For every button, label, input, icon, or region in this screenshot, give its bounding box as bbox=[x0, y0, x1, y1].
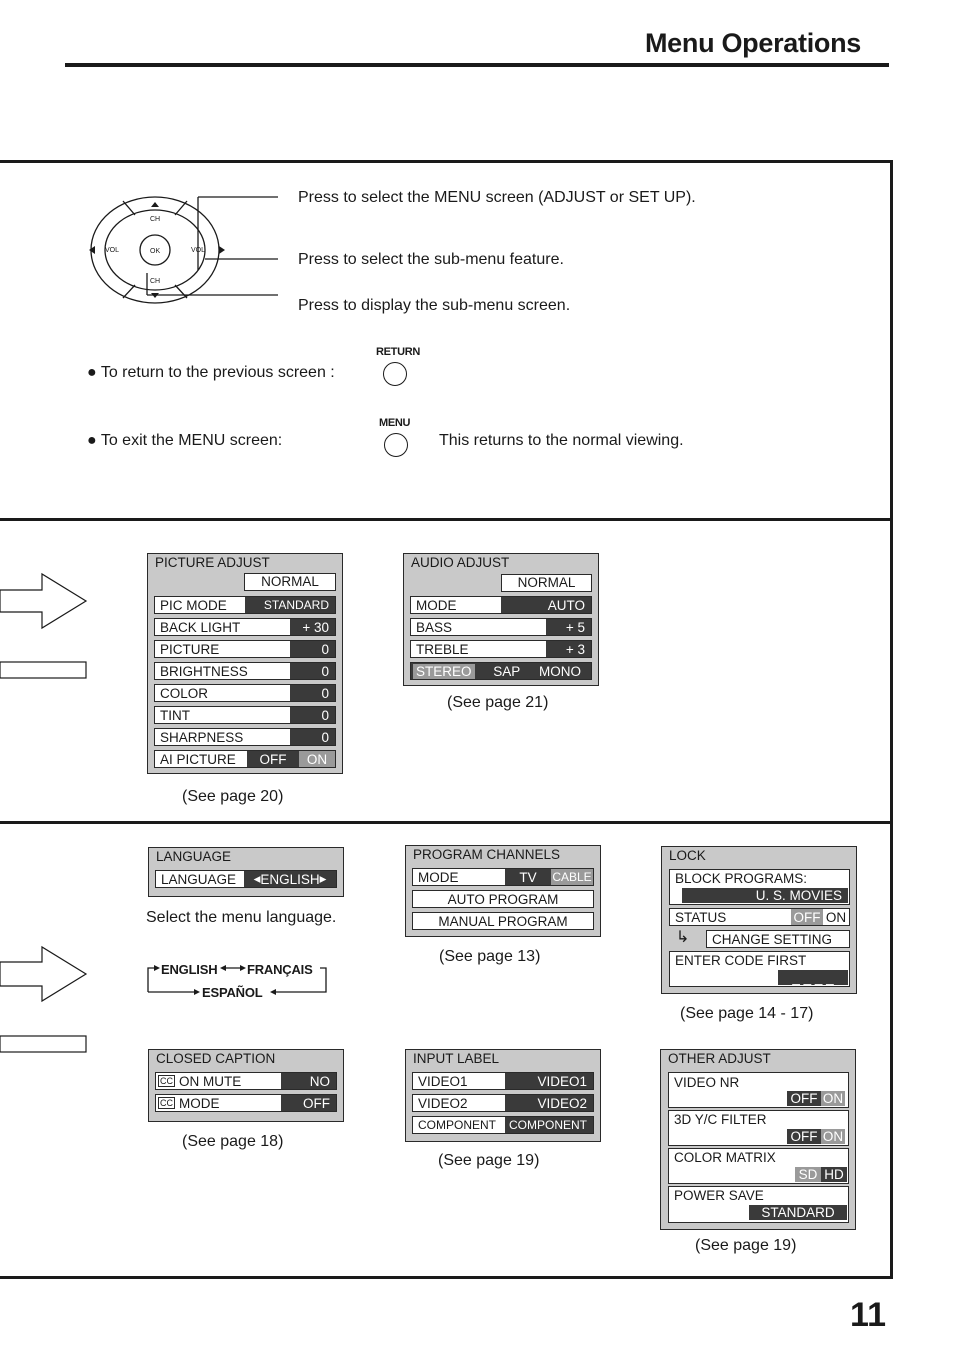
page-title: Menu Operations bbox=[644, 28, 861, 58]
instruction-menu: Press to select the MENU screen (ADJUST or SET UP). bbox=[298, 189, 696, 206]
picture-adjust-menu bbox=[147, 553, 343, 774]
lock-see-page: (See page 14 - 17) bbox=[680, 1005, 814, 1022]
picture-row[interactable]: PICTURE 0 bbox=[154, 640, 336, 658]
menu-button-icon bbox=[384, 433, 408, 457]
ai-picture-row[interactable]: AI PICTURE OFF ON bbox=[154, 750, 336, 768]
block-programs-value: U. S. MOVIES bbox=[682, 888, 848, 903]
vol-right-label: VOL bbox=[191, 247, 206, 254]
exit-note: This returns to the normal viewing. bbox=[439, 432, 684, 449]
bass-row[interactable]: BASS + 5 bbox=[410, 618, 592, 636]
arrow-up-icon bbox=[151, 202, 159, 207]
picture-see-page: (See page 20) bbox=[182, 788, 284, 805]
language-title: LANGUAGE bbox=[156, 849, 232, 864]
color-matrix-box[interactable]: COLOR MATRIX SD HD bbox=[668, 1148, 849, 1184]
caption-see-page: (See page 18) bbox=[182, 1133, 284, 1150]
cc-icon: CC bbox=[160, 1076, 173, 1086]
exit-instruction: ● To exit the MENU screen: bbox=[87, 432, 283, 449]
arrow-left-icon bbox=[89, 246, 95, 254]
component-row[interactable]: COMPONENT COMPONENT bbox=[412, 1116, 594, 1134]
other-adjust-title: OTHER ADJUST bbox=[668, 1051, 771, 1066]
filter-toggle[interactable]: OFF ON bbox=[787, 1129, 845, 1144]
tv-option[interactable]: TV bbox=[505, 869, 551, 885]
cable-option[interactable]: CABLE bbox=[552, 870, 592, 884]
back-light-row[interactable]: BACK LIGHT + 30 bbox=[154, 618, 336, 636]
input-label-title: INPUT LABEL bbox=[413, 1051, 500, 1066]
ok-label: OK bbox=[150, 248, 161, 255]
audio-output-row[interactable] bbox=[410, 662, 592, 680]
power-save-value: STANDARD bbox=[749, 1205, 847, 1220]
audio-mode-row[interactable]: MODE AUTO bbox=[410, 596, 592, 614]
video-nr-box[interactable]: VIDEO NR OFF ON bbox=[668, 1072, 849, 1108]
return-button-label: RETURN bbox=[376, 346, 421, 358]
status-row[interactable]: STATUS OFF ON bbox=[669, 908, 850, 926]
program-channels-title: PROGRAM CHANNELS bbox=[413, 847, 561, 862]
return-instruction: ● To return to the previous screen : bbox=[87, 364, 335, 381]
adjust-arrow-icon bbox=[0, 570, 90, 682]
vol-left-label: VOL bbox=[105, 247, 120, 254]
status-on-option[interactable]: ON bbox=[823, 909, 849, 925]
status-off-option[interactable]: OFF bbox=[791, 909, 823, 925]
filter-box[interactable]: 3D Y/C FILTER OFF ON bbox=[668, 1110, 849, 1146]
color-row[interactable]: COLOR 0 bbox=[154, 684, 336, 702]
audio-see-page: (See page 21) bbox=[447, 694, 549, 711]
stereo-option[interactable]: STEREO bbox=[413, 664, 475, 679]
lang-english: ENGLISH bbox=[161, 962, 218, 977]
treble-row[interactable]: TREBLE + 3 bbox=[410, 640, 592, 658]
ch-up-label: CH bbox=[150, 216, 161, 223]
lock-menu bbox=[661, 846, 857, 994]
instruction-display: Press to display the sub-menu screen. bbox=[298, 297, 571, 314]
input-see-page: (See page 19) bbox=[438, 1152, 540, 1169]
sap-option[interactable]: SAP bbox=[493, 663, 521, 679]
picture-preset[interactable]: NORMAL bbox=[244, 573, 336, 591]
remote-dpad-diagram bbox=[80, 185, 290, 310]
picture-adjust-title: PICTURE ADJUST bbox=[155, 555, 270, 570]
manual-program-row[interactable]: MANUAL PROGRAM bbox=[412, 912, 594, 930]
language-caption: Select the menu language. bbox=[146, 909, 337, 926]
input-label-menu bbox=[405, 1049, 601, 1142]
language-value[interactable]: ◂ ENGLISH ▸ bbox=[244, 871, 336, 887]
code-entry[interactable]: _ _ _ _ bbox=[778, 970, 848, 985]
lock-title: LOCK bbox=[669, 848, 706, 863]
enter-code-box[interactable]: ENTER CODE FIRST _ _ _ _ bbox=[669, 951, 850, 987]
language-row[interactable]: LANGUAGE ◂ ENGLISH ▸ bbox=[155, 870, 337, 888]
cc-mode-row[interactable]: CC MODE OFF bbox=[155, 1094, 337, 1112]
color-matrix-toggle[interactable]: SD HD bbox=[795, 1167, 847, 1182]
lang-francais: FRANÇAIS bbox=[247, 962, 313, 977]
audio-adjust-title: AUDIO ADJUST bbox=[411, 555, 510, 570]
arrow-right-icon bbox=[219, 246, 225, 254]
other-adjust-menu bbox=[660, 1049, 856, 1230]
return-arrow-icon: ↳ bbox=[676, 929, 690, 946]
ch-down-label: CH bbox=[150, 278, 161, 285]
brightness-row[interactable]: BRIGHTNESS 0 bbox=[154, 662, 336, 680]
language-menu bbox=[148, 847, 344, 897]
lang-espanol: ESPAÑOL bbox=[202, 985, 263, 1000]
video1-row[interactable]: VIDEO1 VIDEO1 bbox=[412, 1072, 594, 1090]
closed-caption-title: CLOSED CAPTION bbox=[156, 1051, 276, 1066]
tint-row[interactable]: TINT 0 bbox=[154, 706, 336, 724]
closed-caption-menu bbox=[148, 1049, 344, 1122]
pic-mode-row[interactable]: PIC MODE STANDARD bbox=[154, 596, 336, 614]
mono-option[interactable]: MONO bbox=[539, 663, 581, 679]
auto-program-row[interactable]: AUTO PROGRAM bbox=[412, 890, 594, 908]
audio-preset[interactable]: NORMAL bbox=[501, 574, 592, 592]
video-nr-toggle[interactable]: OFF ON bbox=[787, 1091, 845, 1106]
page-number: 11 bbox=[850, 1296, 886, 1334]
sharpness-row[interactable]: SHARPNESS 0 bbox=[154, 728, 336, 746]
ai-on-option[interactable]: ON bbox=[299, 751, 335, 767]
setup-arrow-icon bbox=[0, 944, 90, 1056]
program-see-page: (See page 13) bbox=[439, 948, 541, 965]
section-divider-2 bbox=[0, 821, 893, 824]
on-mute-row[interactable]: CC ON MUTE NO bbox=[155, 1072, 337, 1090]
program-channels-menu bbox=[405, 845, 601, 937]
cc-icon: CC bbox=[160, 1098, 173, 1108]
other-see-page: (See page 19) bbox=[695, 1237, 797, 1254]
return-button-icon bbox=[383, 362, 407, 386]
channel-mode-row[interactable]: MODE TV CABLE bbox=[412, 868, 594, 886]
ai-off-option[interactable]: OFF bbox=[247, 751, 299, 767]
menu-button-label: MENU bbox=[379, 417, 411, 429]
power-save-box[interactable]: POWER SAVE STANDARD bbox=[668, 1186, 849, 1223]
instruction-select: Press to select the sub-menu feature. bbox=[298, 251, 564, 268]
section-divider-1 bbox=[0, 518, 893, 521]
video2-row[interactable]: VIDEO2 VIDEO2 bbox=[412, 1094, 594, 1112]
header-rule bbox=[65, 63, 889, 67]
change-setting-row[interactable]: CHANGE SETTING bbox=[706, 930, 850, 948]
audio-adjust-menu bbox=[403, 553, 599, 686]
block-programs-box[interactable]: BLOCK PROGRAMS: U. S. MOVIES bbox=[669, 869, 850, 905]
